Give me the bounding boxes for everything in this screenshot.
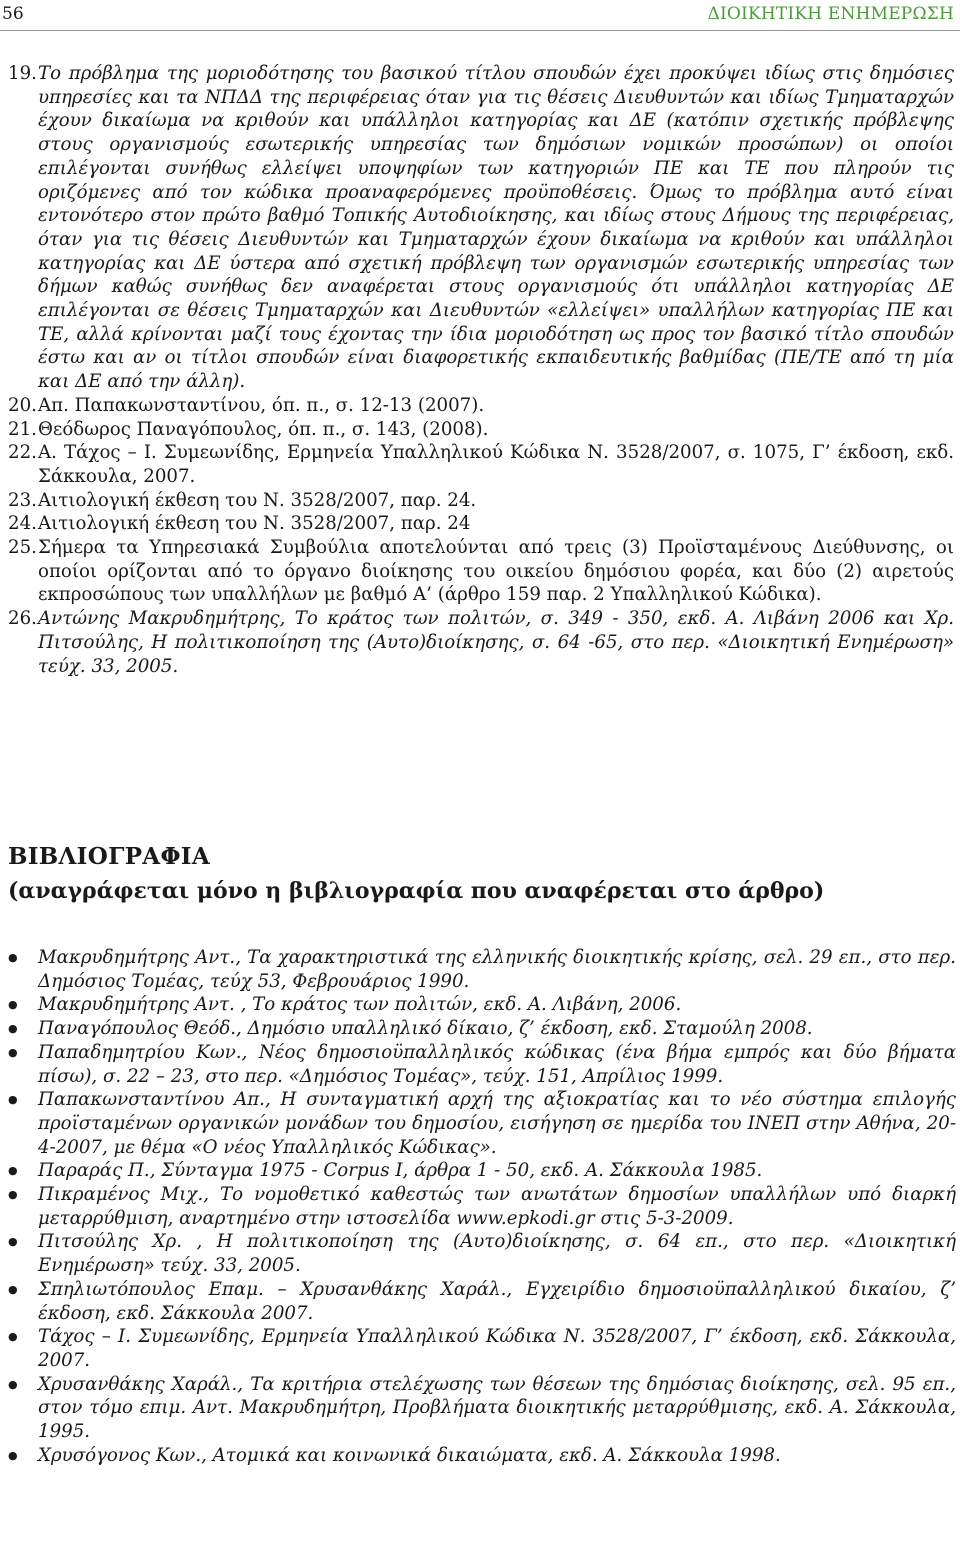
bibliography-item <box>8 1325 956 1372</box>
bibliography-title: ΒΙΒΛΙΟΓΡΑΦΙΑ <box>8 843 210 870</box>
bibliography-text: Μακρυδημήτρης Αντ. , Το κράτος των πολιτών, εκδ. Α. Λιβάνη, 2006. <box>38 994 682 1016</box>
running-title: ΔΙΟΙΚΗΤΙΚΗ ΕΝΗΜΕΡΩΣΗ <box>707 4 954 24</box>
header-rule <box>0 30 960 31</box>
bibliography-item <box>8 1278 956 1325</box>
bibliography-text: Σπηλιωτόπουλος Επαμ. – Χρυσανθάκης Χαράλ., Εγχειρίδιο δημοσιοϋπαλληλικού δικαίου, ζ’ έκδοση, εκδ. Σάκκουλα 2007. <box>38 1278 956 1324</box>
bibliography-item <box>8 1230 956 1277</box>
bibliography-item <box>8 1088 956 1159</box>
bibliography-text: Παπαδημητρίου Κων., Νέος δημοσιοϋπαλληλικός κώδικας (ένα βήμα εμπρός και δύο βήματα πίσω), σ. 22 – 23, στο περ. «Δημόσιος Τομέας», τεύχ. 151, Απρίλιος 1999. <box>38 1041 956 1087</box>
bullet-icon: ● <box>8 1282 18 1296</box>
endnote-number: 26. <box>8 608 37 630</box>
endnote-text: Αιτιολογική έκθεση του Ν. 3528/2007, παρ. 24 <box>38 513 471 535</box>
endnote <box>8 607 954 678</box>
bibliography-item <box>8 1017 956 1041</box>
endnote-number: 19. <box>8 63 37 84</box>
bullet-icon: ● <box>8 998 18 1012</box>
bibliography-text: Πιτσούλης Χρ. , Η πολιτικοποίηση της (Αυτο)διοίκησης, σ. 64 επ., στο περ. «Διοικητική Ενημέρωση» τεύχ. 33, 2005. <box>38 1231 956 1277</box>
endnote-number: 21. <box>8 418 37 440</box>
endnote-number: 22. <box>8 442 37 464</box>
page-header <box>0 0 960 36</box>
bullet-icon: ● <box>8 1022 18 1036</box>
bullet-icon: ● <box>8 1377 18 1391</box>
bullet-icon: ● <box>8 1164 18 1178</box>
endnote-text: Απ. Παπακωνσταντίνου, όπ. π., σ. 12-13 (2007). <box>38 394 485 416</box>
bibliography-text: Τάχος – Ι. Συμεωνίδης, Ερμηνεία Υπαλληλικού Κώδικα Ν. 3528/2007, Γ’ έκδοση, εκδ. Σάκκουλα, 2007. <box>38 1326 956 1371</box>
endnote <box>8 489 954 513</box>
bullet-icon: ● <box>8 1448 18 1462</box>
bullet-icon: ● <box>8 1093 18 1107</box>
endnote-text: Σήμερα τα Υπηρεσιακά Συμβούλια αποτελούνται από τρεις (3) Προϊσταμένους Διεύθυνσης, οι οποίοι ορίζονται από το όργανο διοίκησης του οικείου δημόσιου φορέα, και δύο (2) αιρετούς εκπροσώπους των υπαλλήλων με βαθμό Α’ (άρθρο 159 παρ. 2 Υπαλληλικού Κώδικα). <box>38 537 954 606</box>
bibliography-list <box>8 946 956 1467</box>
endnote <box>8 536 954 607</box>
bullet-icon: ● <box>8 1188 18 1202</box>
bibliography-item <box>8 1041 956 1088</box>
endnote-text: Α. Τάχος – Ι. Συμεωνίδης, Ερμηνεία Υπαλληλικού Κώδικα Ν. 3528/2007, σ. 1075, Γ’ έκδοση, εκδ. Σάκκουλα, 2007. <box>38 442 954 487</box>
bibliography-item <box>8 993 956 1017</box>
endnote <box>8 418 954 442</box>
bibliography-text: Παπακωνσταντίνου Απ., Η συνταγματική αρχή της αξιοκρατίας και το νέο σύστημα επιλογής προϊσταμένων οργανικών μονάδων του δημοσίου, εισήγηση σε ημερίδα του ΙΝΕΠ στην Αθήνα, 20-4-2007, με θέμα «Ο νέος Υπαλληλικός Κώδικας». <box>38 1089 956 1158</box>
endnote-text: Αντώνης Μακρυδημήτρης, Το κράτος των πολιτών, σ. 349 - 350, εκδ. Α. Λιβάνη 2006 και Χρ. Πιτσούλης, Η πολιτικοποίηση της (Αυτο)διοίκησης, σ. 64 -65, στο περ. «Διοικητική Ενημέρωση» τεύχ. 33, 2005. <box>38 608 954 677</box>
bullet-icon: ● <box>8 1235 18 1249</box>
endnote-text: Αιτιολογική έκθεση του Ν. 3528/2007, παρ. 24. <box>38 489 477 511</box>
bibliography-text: Μακρυδημήτρης Αντ., Τα χαρακτηριστικά της ελληνικής διοικητικής κρίσης, σελ. 29 επ., στο περ. Δημόσιος Τομέας, τεύχ 53, Φεβρουάριος 1990. <box>38 947 956 992</box>
bullet-icon: ● <box>8 1045 18 1059</box>
endnote <box>8 62 954 394</box>
endnote-number: 24. <box>8 513 37 535</box>
endnote <box>8 512 954 536</box>
bibliography-text: Πικραμένος Μιχ., Το νομοθετικό καθεστώς των ανωτάτων δημοσίων υπαλλήλων υπό διαρκή μεταρρύθμιση, αναρτημένο στην ιστοσελίδα www.epkodi.gr στις 5-3-2009. <box>38 1184 956 1229</box>
bibliography-text: Χρυσόγονος Κων., Ατομικά και κοινωνικά δικαιώματα, εκδ. Α. Σάκκουλα 1998. <box>38 1444 781 1466</box>
bullet-icon: ● <box>8 1330 18 1344</box>
bibliography-subtitle: (αναγράφεται μόνο η βιβλιογραφία που αναφέρεται στο άρθρο) <box>8 878 825 904</box>
bibliography-text: Παναγόπουλος Θεόδ., Δημόσιο υπαλληλικό δίκαιο, ζ’ έκδοση, εκδ. Σταμούλη 2008. <box>38 1018 813 1040</box>
endnote <box>8 441 954 488</box>
bibliography-item <box>8 1373 956 1444</box>
endnote <box>8 394 954 418</box>
bibliography-item <box>8 1183 956 1230</box>
endnote-text: Το πρόβλημα της μοριοδότησης του βασικού τίτλου σπουδών έχει προκύψει ιδίως στις δημόσιες υπηρεσίες και τα ΝΠΔΔ της περιφέρειας όταν για τις θέσεις Διευθυντών και ιδίως Τμηματαρχών έχουν δικαίωμα να κριθούν και υπάλληλοι κατηγορίας και ΔΕ (κατόπιν σχετικής πρόβλεψης στους οργανισμούς εσωτερικής υπηρεσίας των δημόσιων νομικών προσώπων) οι οποίοι επιλέγονται συνήθως ελλείψει υποψηφίων των κατηγοριών ΠΕ και ΤΕ που πληρούν τις οριζόμενες από τον κώδικα προαναφερόμενες προϋποθέσεις. Όμως το πρόβλημα αυτό είναι εντονότερο στον πρώτο βαθμό Τοπικής Αυτοδιοίκησης, και ιδίως στους Δήμους της περιφέρειας, όταν για τις θέσεις Διευθυντών και Τμηματαρχών έχουν δικαίωμα να κριθούν και υπάλληλοι κατηγορίας και ΔΕ ύστερα από σχετική πρόβλεψη των οργανισμών εσωτερικής υπηρεσίας των δήμων καθώς συνήθως δεν αναφέρεται στους οργανισμούς ότι υπάλληλοι κατηγορίας ΔΕ επιλέγονται σε θέσεις Τμηματαρχών και Διευθυντών «ελλείψει» υπαλλήλων κατηγορίας ΠΕ και ΤΕ, αλλά κρίνονται μαζί τους έχοντας την ίδια μοριοδότηση ως προς τον βασικό τίτλο σπουδών έστω και αν οι τίτλοι σπουδών είναι διαφορετικής εκπαιδευτικής βαθμίδας (ΠΕ/ΤΕ από τη μία και ΔΕ από την άλλη). <box>38 63 954 393</box>
bullet-icon: ● <box>8 951 18 964</box>
endnotes <box>8 62 954 678</box>
endnote-text: Θεόδωρος Παναγόπουλος, όπ. π., σ. 143, (2008). <box>38 418 489 440</box>
bibliography-text: Χρυσανθάκης Χαράλ., Τα κριτήρια στελέχωσης των θέσεων της δημόσιας διοίκησης, σελ. 95 επ., στον τόμο επιμ. Αντ. Μακρυδημήτρη, Προβλήματα διοικητικής μεταρρύθμισης, εκδ. Α. Σάκκουλα, 1995. <box>38 1373 956 1443</box>
bibliography-text: Παραράς Π., Σύνταγμα 1975 - Corpus I, άρθρα 1 - 50, εκδ. Α. Σάκκουλα 1985. <box>38 1160 763 1182</box>
bibliography-item <box>8 1159 956 1183</box>
endnote-number: 25. <box>8 537 37 559</box>
bibliography-item <box>8 946 956 993</box>
page-number: 56 <box>2 4 24 24</box>
endnote-number: 20. <box>8 394 37 416</box>
bibliography-item <box>8 1444 956 1468</box>
endnote-number: 23. <box>8 489 37 511</box>
